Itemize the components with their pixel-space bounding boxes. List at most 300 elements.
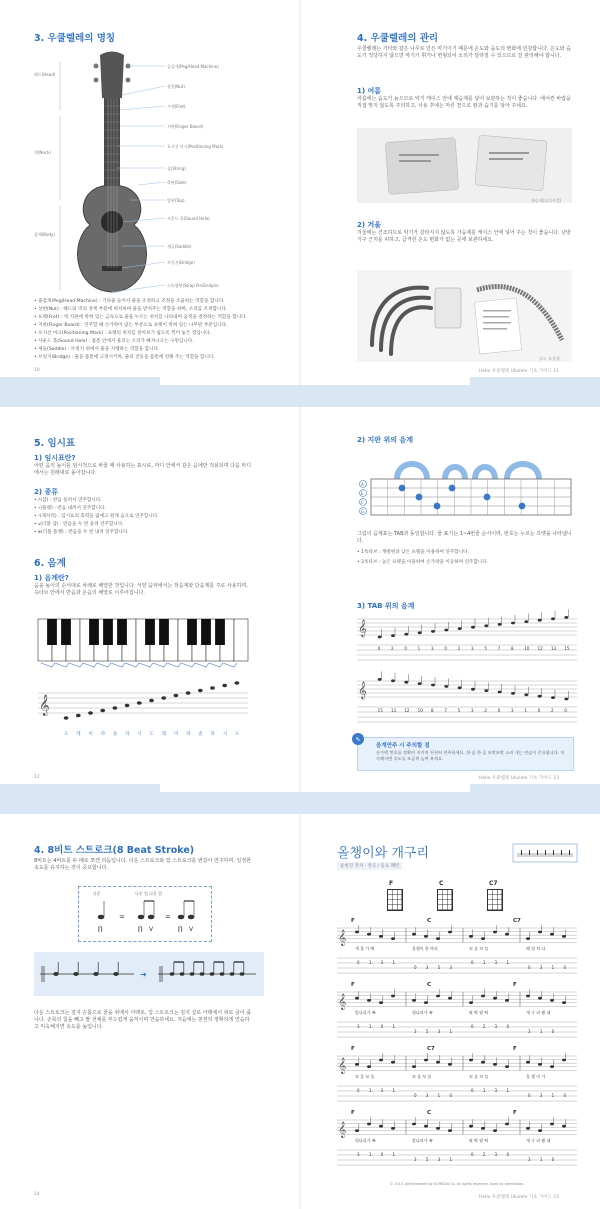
note-head bbox=[481, 995, 485, 998]
tab-fret-number: 3 bbox=[511, 708, 514, 713]
score-row bbox=[337, 1112, 577, 1172]
note-head bbox=[505, 999, 509, 1002]
note-head bbox=[505, 933, 509, 936]
page-10 bbox=[0, 0, 299, 385]
solfege-syllable: 도 bbox=[149, 732, 154, 737]
part-label: 줄감개(Peg/Head Machine) bbox=[167, 64, 219, 69]
step-mark bbox=[41, 663, 55, 667]
solfege-syllable: 미 bbox=[173, 732, 179, 737]
note-head bbox=[424, 1059, 428, 1062]
note-head bbox=[412, 1123, 416, 1126]
page-number: 14 bbox=[34, 1192, 40, 1197]
lyric: 올챙이 한 마리 bbox=[412, 946, 438, 951]
part-description: • 브릿지(Bridge) : 줄을 몸통에 고정시키며, 줄의 진동을 몸통에 전해 주는 역할을 합니다. bbox=[34, 355, 215, 360]
note-head bbox=[367, 1065, 371, 1068]
tab-fret-number: 2 bbox=[484, 708, 487, 713]
chord-name: C bbox=[439, 880, 444, 887]
note-head bbox=[436, 1061, 440, 1064]
scale-note bbox=[88, 711, 93, 714]
tip-icon bbox=[351, 732, 365, 746]
piano-keyboard bbox=[38, 619, 248, 669]
treble-clef: 𝄞 bbox=[338, 1122, 347, 1138]
part-description: • 줄감개(Peg/Head Machine) : 기타줄 들어서 줄을 조정하고 조정을 조율하는 역할을 합니다. bbox=[34, 299, 225, 304]
spread-2 bbox=[0, 407, 600, 792]
note-head bbox=[391, 995, 395, 998]
tab-note bbox=[444, 629, 448, 632]
svg-text:V: V bbox=[189, 926, 194, 933]
note-head bbox=[526, 937, 530, 940]
part-description: • 사운드 홀(Sound Hole) : 몸통 안에서 울리는 소리가 빠져나오는 구멍입니다. bbox=[34, 339, 194, 344]
note-head bbox=[550, 1123, 554, 1126]
note-head bbox=[469, 1059, 473, 1062]
part-label: 스트랩핀(Strap Pin/Endpin) bbox=[167, 283, 219, 288]
tab-fret-number: 7 bbox=[444, 708, 447, 713]
stroke-label-down: 다운 bbox=[93, 891, 101, 896]
note-head bbox=[448, 1063, 452, 1066]
string-label: C bbox=[361, 500, 364, 505]
lyric: 팔 딱 팔 딱 bbox=[469, 1138, 489, 1143]
svg-text:=: = bbox=[165, 913, 171, 921]
ukulele-illustration bbox=[0, 0, 299, 300]
tab-staff-1 bbox=[357, 613, 577, 663]
part-label: 상현(Nut) bbox=[167, 84, 185, 89]
section-title: 3. 우쿨렐레의 명칭 bbox=[34, 33, 116, 44]
tab-note bbox=[551, 617, 555, 620]
tip-title: 음계연주 시 주의할 점 bbox=[376, 743, 430, 749]
summer-title: 1) 여름 bbox=[357, 87, 382, 95]
tab-note bbox=[391, 634, 395, 637]
note-head bbox=[436, 937, 440, 940]
part-description: • 새들(Saddle) : 브릿지 위에서 줄을 지탱하는 역할을 합니다. bbox=[34, 347, 160, 352]
chord-symbol: F bbox=[351, 982, 355, 988]
solfege-syllable: 레 bbox=[161, 732, 167, 737]
quarter-note bbox=[54, 972, 59, 975]
intro-paragraph: 8비트는 4비트를 두 배로 쪼갠 리듬입니다. 다운 스트로크와 업 스트로크를 번갈아 연주하며, 일정한 속도를 유지하는 것이 중요합니다. bbox=[34, 858, 251, 872]
step-mark bbox=[209, 663, 223, 667]
svg-text:➜: ➜ bbox=[140, 970, 147, 979]
chord-symbol: F bbox=[351, 918, 355, 924]
tab-fret-number: 1 bbox=[417, 646, 421, 651]
lyric: 꼬 물 꼬 물 bbox=[469, 1074, 489, 1079]
chord-symbol: C bbox=[427, 982, 432, 988]
eighth-note bbox=[180, 973, 184, 976]
black-key bbox=[159, 619, 169, 645]
part-description: • 프렛(Fret) : 넥 지판에 박혀 있는 금속으로 줄을 누르는 위치를 나타내며 음정을 결정하는 역할을 합니다. bbox=[34, 315, 247, 320]
svg-text:𝄞: 𝄞 bbox=[39, 695, 50, 716]
tab-note bbox=[378, 678, 382, 681]
scale-staff bbox=[38, 689, 248, 723]
svg-text:∏: ∏ bbox=[98, 926, 103, 933]
note-head bbox=[562, 1125, 566, 1128]
scale-text: 음을 높이의 순서대로 차례로 배열한 것입니다. 서양 음악에서는 장음계와 단음계를 주로 사용하며, 옥타브 안에서 반음과 온음의 배열로 이루어집니다. bbox=[34, 583, 248, 597]
tab-note bbox=[458, 686, 462, 689]
fretboard-diagram bbox=[357, 449, 577, 519]
tab-fret-number: 5 bbox=[484, 646, 487, 651]
note-head bbox=[550, 999, 554, 1002]
side-label-head: 헤드(Head) bbox=[34, 72, 56, 77]
tab-fret-number: 2 bbox=[391, 646, 394, 651]
chord-symbol: F bbox=[513, 1110, 517, 1116]
svg-text:=: = bbox=[119, 913, 125, 921]
eighth-note bbox=[170, 973, 174, 976]
tab-fret-number: 0 bbox=[564, 708, 567, 713]
chord-symbol: F bbox=[351, 1110, 355, 1116]
chord-name: F bbox=[389, 880, 394, 887]
tab-fret-number: 3 1 0 1 bbox=[357, 1024, 399, 1029]
scale-note bbox=[235, 681, 240, 684]
tab-fret-number: 13 bbox=[551, 646, 557, 651]
treble-clef: 𝄞 bbox=[338, 1058, 347, 1074]
note-head bbox=[412, 999, 416, 1002]
note-head bbox=[367, 999, 371, 1002]
tab-fret-number: 13 bbox=[391, 708, 397, 713]
score-row bbox=[337, 984, 577, 1044]
scale-note bbox=[76, 714, 81, 717]
chord-symbol: F bbox=[513, 982, 517, 988]
lyric: 뒷다리가 쏙 bbox=[412, 1010, 433, 1015]
tab-fret-number: 0 3 1 0 bbox=[528, 1093, 570, 1098]
solfege-syllable: 솔 bbox=[112, 732, 118, 737]
chord-symbol: C7 bbox=[427, 1046, 435, 1052]
scale-note bbox=[210, 686, 215, 689]
scale-note bbox=[125, 704, 130, 707]
note-head bbox=[481, 1061, 485, 1064]
scale-note bbox=[100, 709, 105, 712]
note-head bbox=[562, 1001, 566, 1004]
tab-note bbox=[418, 631, 422, 634]
spread-3 bbox=[0, 814, 600, 1209]
what-text: 어떤 음의 높이를 임시적으로 바꿀 때 사용하는 표시로, 마디 안에서 같은 음에만 적용되며 다음 마디에서는 원래대로 돌아갑니다. bbox=[34, 463, 252, 477]
tab-fret-number: 0 bbox=[404, 646, 407, 651]
tab-note bbox=[431, 684, 435, 687]
tab-note bbox=[391, 679, 395, 682]
tab-staff-2 bbox=[357, 675, 577, 725]
note-head bbox=[379, 1125, 383, 1128]
chord-symbol: F bbox=[513, 1046, 517, 1052]
string-label: A bbox=[361, 482, 364, 487]
note-head bbox=[379, 935, 383, 938]
note-head bbox=[355, 931, 359, 934]
tip-text: 손가락 번호를 정확히 지키며 천천히 연주하세요. 한 음 한 음 또박또박 소리 내는 연습이 중요합니다. 익숙해지면 속도를 조금씩 높여 보세요. bbox=[376, 750, 565, 761]
page-13 bbox=[301, 407, 600, 792]
tab-fret-number: 15 bbox=[377, 708, 383, 713]
tab-fret-number: 0 bbox=[377, 646, 381, 651]
tab-note bbox=[551, 696, 555, 699]
tab-note bbox=[404, 633, 408, 636]
note-head bbox=[469, 1125, 473, 1128]
tab-fret-number: 3 5 3 1 bbox=[414, 1029, 456, 1034]
note-head bbox=[469, 1001, 473, 1004]
part-label: 포지션 마크(Positioning Mark) bbox=[167, 144, 224, 149]
tab-fret-number: 1 bbox=[524, 708, 527, 713]
solfege-syllable: 파 bbox=[100, 732, 106, 737]
note-head bbox=[481, 937, 485, 940]
humidifier-photo bbox=[357, 270, 572, 362]
black-key bbox=[117, 619, 127, 645]
tip-box bbox=[357, 737, 574, 771]
solfege-syllable: 도 bbox=[64, 732, 69, 737]
black-key bbox=[47, 619, 57, 645]
section-title: 4. 8비트 스트로크(8 Beat Stroke) bbox=[34, 845, 195, 856]
svg-text:∏: ∏ bbox=[138, 926, 143, 933]
lyric: 팔 딱 팔 딱 bbox=[469, 1010, 489, 1015]
accidental-item: • 𝄪(더블 샵) : 반음을 두 번 올려 연주합니다. bbox=[34, 522, 124, 527]
scale-note bbox=[186, 691, 191, 694]
chord-symbol: C bbox=[427, 918, 432, 924]
note-head bbox=[448, 997, 452, 1000]
tab-fret-number: 3 bbox=[471, 646, 474, 651]
tab-fret-number: 10 bbox=[417, 708, 423, 713]
tab-fret-number: 0 3 1 0 bbox=[414, 1093, 456, 1098]
note-head bbox=[538, 997, 542, 1000]
tab-note bbox=[498, 691, 502, 694]
section-title: 5. 임시표 bbox=[34, 438, 76, 449]
part-label: 사운드 홀(Sound Hole) bbox=[167, 216, 210, 221]
step-mark bbox=[83, 663, 97, 667]
lyric: 개 구 리 됐 네 bbox=[526, 1138, 551, 1143]
solfege-syllable: 시 bbox=[137, 732, 142, 737]
scale-note bbox=[161, 696, 166, 699]
outro-paragraph: 다운 스트로크는 검지 손톱으로 줄을 위에서 아래로, 업 스트로크는 검지 살로 아래에서 위로 긁어 줍니다. 손목의 힘을 빼고 팔 전체를 부드럽게 움직이며 연습하세요. 처음에는 천천히 정확하게 연습하고 익숙해지면 속도를 높입니다. bbox=[34, 1010, 252, 1031]
eighth-note bbox=[230, 973, 234, 976]
tab-fret-number: 5 bbox=[457, 708, 461, 713]
summer-text: 여름에는 습도가 높으므로 악기 케이스 안에 제습제를 넣어 보관하는 것이 좋습니다. 에어컨 바람을 직접 맞지 않도록 주의하고, 사용 후에는 마른 천으로 땀과 습기를 닦아 주세요. bbox=[357, 96, 571, 110]
step-mark bbox=[223, 663, 237, 667]
note-head bbox=[367, 1123, 371, 1126]
tab-fret-number: 0 1 3 1 bbox=[471, 1088, 513, 1093]
side-label-neck: 넥(Neck) bbox=[34, 150, 51, 155]
tab-note bbox=[404, 681, 408, 684]
note-head bbox=[355, 997, 359, 1000]
stroke-label-down-up: 다운 업 다운 업 bbox=[135, 891, 162, 896]
note-head bbox=[550, 1065, 554, 1068]
tab-note bbox=[498, 623, 502, 626]
tab-fret-number: 0 1 3 1 bbox=[357, 1088, 399, 1093]
chord-grid bbox=[437, 889, 453, 911]
note-head bbox=[526, 1127, 530, 1130]
winter-text: 겨울에는 건조하므로 악기가 갈라지지 않도록 가습제를 케이스 안에 넣어 주는 것이 좋습니다. 난방기구 근처를 피하고, 급격한 온도 변화가 없는 곳에 보관하세요. bbox=[357, 230, 571, 244]
step-mark bbox=[139, 663, 153, 667]
stroke-diagram-box bbox=[78, 886, 212, 942]
part-label: 앞판(Top) bbox=[167, 198, 185, 203]
tab-fret-number: 2 bbox=[457, 646, 461, 651]
quarter-note bbox=[114, 972, 119, 975]
note-head bbox=[355, 1129, 359, 1132]
note-head bbox=[355, 1063, 359, 1066]
tab-fret-number: 3 bbox=[471, 708, 474, 713]
tab-fret-number: 3 bbox=[431, 646, 434, 651]
tab-fret-number: 0 3 5 3 bbox=[414, 965, 456, 970]
tab-note bbox=[511, 692, 515, 695]
tab-fret-number: 0 2 3 0 bbox=[471, 1152, 513, 1157]
intro-paragraph: 우쿨렐레는 기타와 같은 나무로 만든 악기이기 때문에 온도와 습도의 변화에 민감합니다. 온도와 습도가 적당하지 않으면 악기가 휘거나 변형되어 소리가 달라질 수 있으므로 잘 관리해야 합니다. bbox=[357, 46, 571, 60]
solfege-syllable: 파 bbox=[186, 732, 191, 737]
note-head bbox=[493, 997, 497, 1000]
song-subtitle: 윤현진 작사 · 작곡 / 동요 패턴 bbox=[337, 862, 402, 870]
solfege-syllable: 레 bbox=[76, 732, 81, 737]
tab-fret-number: 12 bbox=[537, 646, 543, 651]
note-head bbox=[505, 1065, 509, 1068]
tab-fret-number: 3 1 0 1 bbox=[357, 1152, 399, 1157]
svg-text:𝄞: 𝄞 bbox=[358, 681, 367, 699]
black-key bbox=[103, 619, 113, 645]
photo-caption: 제습제(실리카겔) bbox=[531, 198, 562, 203]
tab-numbers-2 bbox=[357, 708, 577, 716]
tab-title: 3) TAB 위의 음계 bbox=[357, 602, 415, 610]
tab-note bbox=[458, 627, 462, 630]
svg-text:∏: ∏ bbox=[178, 926, 183, 933]
tab-note bbox=[431, 630, 435, 633]
scale-note bbox=[64, 716, 69, 719]
black-key bbox=[201, 619, 211, 645]
step-mark bbox=[69, 663, 83, 667]
svg-text:V: V bbox=[149, 926, 154, 933]
note-head bbox=[367, 933, 371, 936]
part-label: 프렛(Fret) bbox=[167, 104, 186, 109]
tab-note bbox=[444, 685, 448, 688]
step-mark bbox=[55, 663, 69, 667]
lyric: 헤 엄 치 다 bbox=[526, 946, 546, 951]
black-key bbox=[187, 619, 197, 645]
spread-1 bbox=[0, 0, 600, 385]
tab-fret-number: 12 bbox=[404, 708, 410, 713]
accidental-item: • ♯(샵) : 반음 올려서 연주합니다. bbox=[34, 498, 102, 503]
tab-fret-number: 0 1 3 1 bbox=[471, 960, 513, 965]
tab-note bbox=[538, 695, 542, 698]
part-label: 지판(Finger Board) bbox=[167, 124, 204, 129]
note-head bbox=[469, 935, 473, 938]
solfege-syllable: 시 bbox=[222, 732, 228, 737]
note-head bbox=[379, 1001, 383, 1004]
strum-pattern-icon bbox=[513, 844, 577, 862]
tab-note bbox=[564, 616, 568, 619]
score-row bbox=[337, 920, 577, 980]
note-head bbox=[424, 935, 428, 938]
eighth-note bbox=[200, 973, 204, 976]
lyric: 앞다리가 쏙 bbox=[355, 1010, 376, 1015]
note-head bbox=[493, 931, 497, 934]
page-14 bbox=[0, 814, 299, 1209]
chord-diagrams bbox=[381, 880, 541, 914]
lyric: 개 구 리 됐 네 bbox=[526, 1010, 551, 1015]
lyric: 개 울 가 에 bbox=[355, 946, 375, 951]
score bbox=[337, 920, 577, 1180]
chord-symbol: C7 bbox=[513, 918, 521, 924]
accidental-item: • 𝄫(더블 플랫) : 반음을 두 번 내려 연주합니다. bbox=[34, 530, 129, 535]
chord-symbol: C bbox=[427, 1110, 432, 1116]
tab-fret-number: 3 1 0 bbox=[528, 1157, 559, 1162]
lyric: 올 챙 이 가 bbox=[526, 1074, 546, 1079]
step-mark bbox=[195, 663, 209, 667]
note-head bbox=[526, 995, 530, 998]
note-head bbox=[538, 931, 542, 934]
copyright-note: © 2013. Administered by IS MEDIA Co. All rights reserved. Used by permission. bbox=[389, 1182, 525, 1186]
eighth-note bbox=[190, 973, 194, 976]
scale-note bbox=[113, 706, 118, 709]
treble-clef: 𝄞 bbox=[338, 930, 347, 946]
fret-bullet: • 1옥타브 : 개방현과 낮은 프렛을 이용하여 연주합니다. bbox=[357, 550, 470, 555]
page-15 bbox=[301, 814, 600, 1209]
tab-fret-number: 10 bbox=[524, 646, 530, 651]
tab-numbers-1 bbox=[357, 646, 577, 654]
lyric: 뒷다리가 쏙 bbox=[355, 1138, 376, 1143]
part-label: 측판(Side) bbox=[167, 180, 187, 185]
black-key bbox=[145, 619, 155, 645]
solfege-row bbox=[38, 731, 248, 739]
fret-text: 그림의 음계표는 TAB과 동일합니다. 줄 표기는 1~4번줄 순서이며, 번호는 누르는 프렛을 나타냅니다. bbox=[357, 531, 572, 545]
tab-note bbox=[378, 636, 382, 639]
tab-note bbox=[471, 626, 475, 629]
chord-diagram bbox=[481, 880, 511, 914]
tab-note bbox=[484, 624, 488, 627]
note-head bbox=[424, 1125, 428, 1128]
tab-note bbox=[564, 698, 568, 701]
tab-fret-number: 0 bbox=[497, 708, 501, 713]
tab-note bbox=[524, 620, 528, 623]
note-head bbox=[493, 1063, 497, 1066]
chord-diagram bbox=[431, 880, 461, 914]
note-head bbox=[379, 1059, 383, 1062]
score-row bbox=[337, 1048, 577, 1108]
note-head bbox=[526, 1061, 530, 1064]
note-head bbox=[448, 931, 452, 934]
scale-note bbox=[149, 699, 154, 702]
tab-note bbox=[524, 693, 528, 696]
step-mark bbox=[153, 663, 167, 667]
scale-note bbox=[174, 694, 179, 697]
fret-bullet: • 2옥타브 : 높은 프렛을 이용하여 손가락을 이동하며 연주합니다. bbox=[357, 560, 489, 565]
lyric: 꼬 물 꼬 물 bbox=[469, 946, 489, 951]
chord-name: C7 bbox=[489, 880, 498, 887]
note-head bbox=[550, 933, 554, 936]
white-key bbox=[234, 619, 248, 661]
lyric: 꼬 물 꼬 물 bbox=[355, 1074, 375, 1079]
step-mark bbox=[167, 663, 181, 667]
svg-text:𝄞: 𝄞 bbox=[358, 619, 367, 637]
desiccant-photo bbox=[357, 128, 572, 203]
part-label: 브릿지(Bridge) bbox=[167, 260, 195, 265]
tab-fret-number: 0 2 3 0 bbox=[471, 1024, 513, 1029]
scale-note bbox=[137, 701, 142, 704]
scale-note bbox=[222, 684, 227, 687]
note-head bbox=[424, 1001, 428, 1004]
tab-fret-number: 0 bbox=[444, 646, 447, 651]
quarter-note bbox=[94, 972, 99, 975]
note-head bbox=[505, 1123, 509, 1126]
tab-note bbox=[484, 689, 488, 692]
solfege-syllable: 라 bbox=[125, 732, 130, 737]
note-head bbox=[562, 935, 566, 938]
tab-note bbox=[511, 622, 515, 625]
lyric: 앞다리가 쏙 bbox=[412, 1138, 433, 1143]
tab-note bbox=[538, 619, 542, 622]
tab-fret-number: 0 1 3 1 bbox=[357, 960, 399, 965]
quarter-note bbox=[74, 972, 79, 975]
string-label: G bbox=[361, 509, 365, 514]
note-head bbox=[538, 1063, 542, 1066]
part-label: 새들(Saddle) bbox=[167, 244, 192, 249]
solfege-syllable: 라 bbox=[210, 732, 215, 737]
what-title: 1) 임시표란? bbox=[34, 454, 76, 462]
tab-fret-number: 7 bbox=[497, 646, 501, 651]
note-head bbox=[412, 933, 416, 936]
chord-diagram bbox=[381, 880, 411, 914]
song-title: 올챙이와 개구리 bbox=[337, 846, 430, 861]
step-mark bbox=[181, 663, 195, 667]
solfege-syllable: 도 bbox=[234, 732, 240, 737]
note-head bbox=[448, 1129, 452, 1132]
tab-fret-number: 3 1 0 bbox=[528, 1029, 559, 1034]
